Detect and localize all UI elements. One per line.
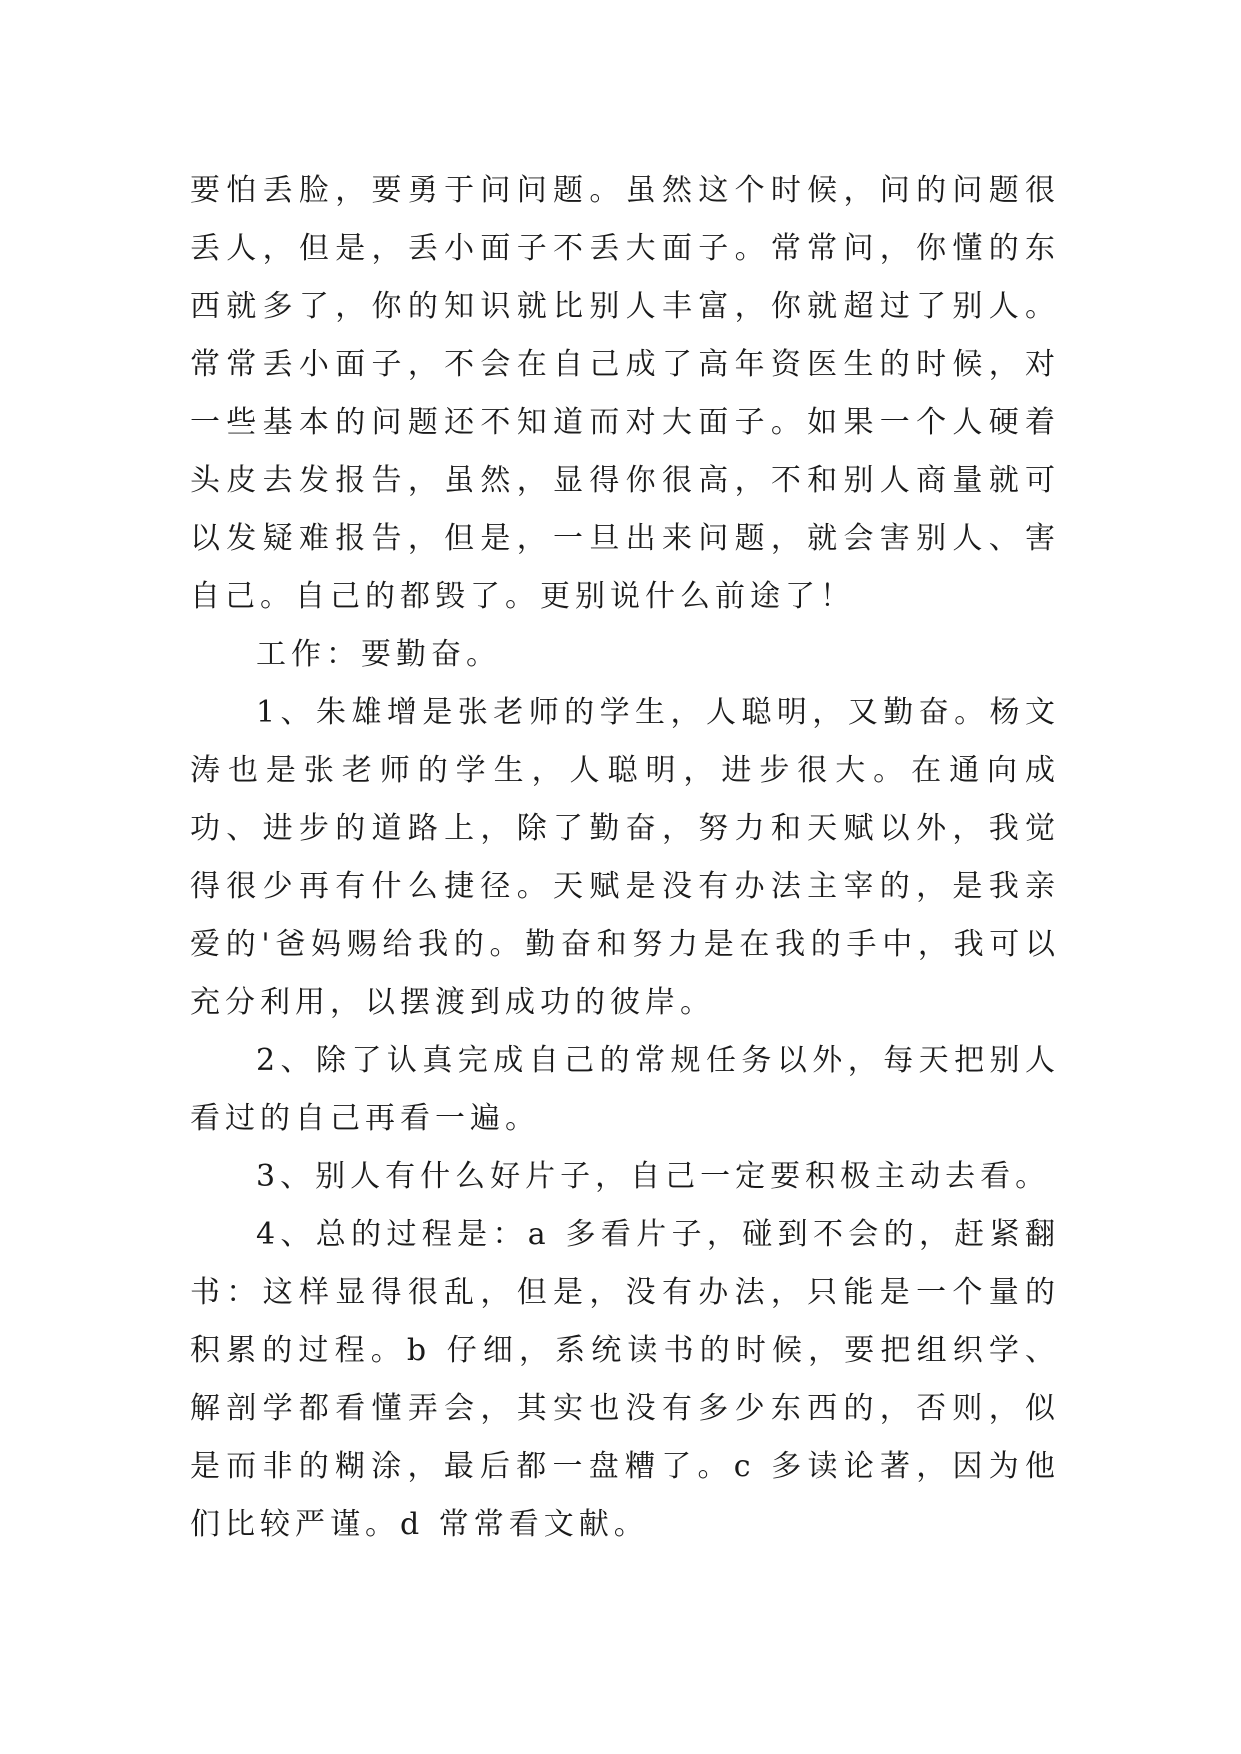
paragraph-item-2: 2、除了认真完成自己的常规任务以外，每天把别人看过的自己再看一遍。 (190, 1043, 1060, 1136)
paragraph-continuation: 要怕丢脸，要勇于问问题。虽然这个时候，问的问题很丢人，但是，丢小面子不丢大面子。常常问，你懂的东西就多了，你的知识就比别人丰富，你就超过了别人。常常丢小面子，不会在自己成了高年资医生的时候，对一些基本的问题还不知道而对大面子。如果一个人硬着头皮去发报告，虽然，显得你很高，不和别人商量就可以发疑难报告，但是，一旦出来问题，就会害别人、害自己。自己的都毁了。更别说什么前途了！ (190, 173, 1060, 614)
paragraph-item-3: 3、别人有什么好片子，自己一定要积极主动去看。 (256, 1159, 1051, 1194)
paragraph-item-1: 1、朱雄增是张老师的学生，人聪明，又勤奋。杨文涛也是张老师的学生，人聪明，进步很大。在通向成功、进步的道路上，除了勤奋，努力和天赋以外，我觉得很少再有什么捷径。天赋是没有办法主宰的，是我亲爱的'爸妈赐给我的。勤奋和努力是在我的手中，我可以充分利用，以摆渡到成功的彼岸。 (190, 695, 1060, 1020)
document-body (190, 162, 1060, 1554)
paragraph-item-4: 4、总的过程是：a 多看片子，碰到不会的，赶紧翻书：这样显得很乱，但是，没有办法，只能是一个量的积累的过程。b 仔细，系统读书的时候，要把组织学、解剖学都看懂弄会，其实也没有多少东西的，否则，似是而非的糊涂，最后都一盘糟了。c 多读论著，因为他们比较严谨。d 常常看文献。 (190, 1217, 1060, 1542)
paragraph-work-heading: 工作：要勤奋。 (256, 637, 501, 672)
